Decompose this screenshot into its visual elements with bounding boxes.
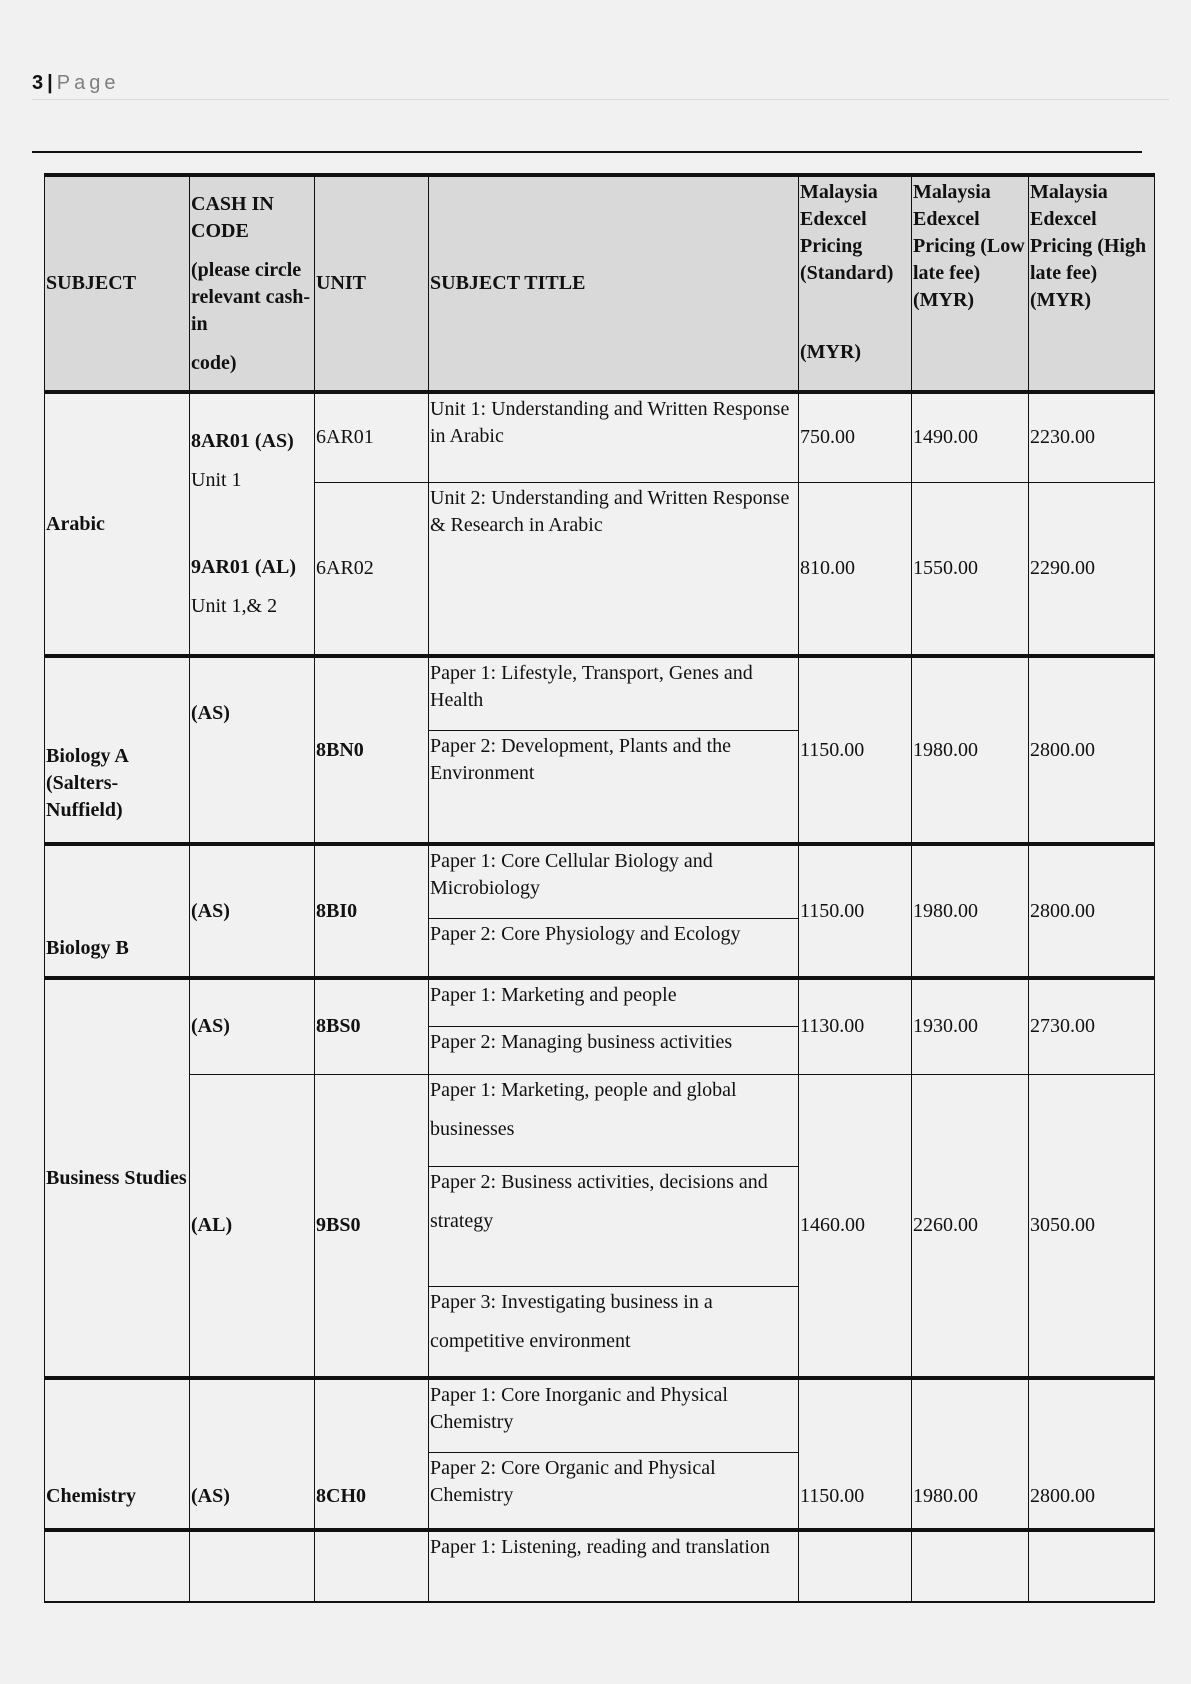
col-standard-line1: Malaysia Edexcel Pricing (Standard)	[800, 181, 894, 284]
col-cash-in-line2: (please circle relevant cash-in	[191, 258, 311, 335]
table-row	[45, 392, 1155, 482]
unit-cell: 9BS0	[315, 1074, 429, 1378]
title-cell: Paper 1: Core Cellular Biology and Microbiology	[429, 844, 799, 918]
cash-in-cell: (AL)	[190, 1074, 315, 1378]
price-low-late: 1490.00	[912, 392, 1029, 482]
title-cell: Paper 1: Listening, reading and translation	[429, 1530, 799, 1602]
price-high-late: 2730.00	[1029, 978, 1155, 1074]
cash-in-code: 9AR01 (AL)	[191, 556, 296, 578]
price-standard: 1150.00	[799, 844, 912, 978]
cash-in-cell	[190, 1530, 315, 1602]
header-row	[45, 175, 1155, 392]
price-high-late: 2230.00	[1029, 392, 1155, 482]
price-high-late: 2800.00	[1029, 844, 1155, 978]
title-cell: Paper 1: Core Inorganic and Physical Chemistry	[429, 1378, 799, 1452]
unit-cell: 8BN0	[315, 656, 429, 844]
unit-cell: 6AR02	[315, 482, 429, 656]
title-cell: Paper 2: Core Organic and Physical Chemistry	[429, 1452, 799, 1530]
page-number: 3	[32, 72, 44, 94]
price-standard: 1150.00	[799, 1378, 912, 1530]
price-low-late: 2260.00	[912, 1074, 1029, 1378]
cash-in-cell: (AS)	[190, 844, 315, 978]
table-row	[45, 1074, 1155, 1166]
col-cash-in-line1: CASH IN CODE	[191, 192, 274, 242]
cash-in-cell: (AS)	[190, 978, 315, 1074]
col-low-late: Malaysia Edexcel Pricing (Low late fee) (MYR)	[912, 175, 1029, 392]
cash-in-cell: (AS)	[190, 1378, 315, 1530]
price-standard: 1460.00	[799, 1074, 912, 1378]
title-cell: Paper 3: Investigating business in a competitive environment	[429, 1286, 799, 1378]
col-standard	[799, 175, 912, 392]
subject-cell: Biology A (Salters-Nuffield)	[45, 656, 190, 844]
subject-cell: Business Studies	[45, 978, 190, 1378]
title-cell: Paper 1: Marketing and people	[429, 978, 799, 1026]
price-low-late: 1980.00	[912, 1378, 1029, 1530]
price-low-late: 1980.00	[912, 844, 1029, 978]
horizontal-rule	[32, 151, 1142, 153]
col-cash-in-line3: code)	[191, 351, 237, 374]
title-cell: Paper 1: Marketing, people and global businesses	[429, 1074, 799, 1166]
page-word: Page	[56, 72, 120, 94]
title-cell: Paper 2: Core Physiology and Ecology	[429, 918, 799, 978]
col-subject-title: SUBJECT TITLE	[429, 175, 799, 392]
subject-cell: Chemistry	[45, 1378, 190, 1530]
col-cash-in-code	[190, 175, 315, 392]
cash-in-cell: (AS)	[190, 656, 315, 844]
price-high-late: 3050.00	[1029, 1074, 1155, 1378]
cash-in-note: Unit 1	[191, 469, 242, 491]
price-low-late: 1980.00	[912, 656, 1029, 844]
title-cell: Paper 2: Business activities, decisions and strategy	[429, 1166, 799, 1286]
subject-cell: Biology B	[45, 844, 190, 978]
price-low-late: 1930.00	[912, 978, 1029, 1074]
unit-cell	[315, 1530, 429, 1602]
price-high-late	[1029, 1530, 1155, 1602]
title-cell: Paper 2: Managing business activities	[429, 1026, 799, 1074]
unit-cell: 8BI0	[315, 844, 429, 978]
price-standard	[799, 1530, 912, 1602]
table-row	[45, 1530, 1155, 1602]
title-cell: Paper 1: Lifestyle, Transport, Genes and Health	[429, 656, 799, 730]
cash-in-code: 8AR01 (AS)	[191, 430, 294, 452]
unit-cell: 8BS0	[315, 978, 429, 1074]
page-header	[32, 72, 1169, 100]
col-high-late: Malaysia Edexcel Pricing (High late fee) (MYR)	[1029, 175, 1155, 392]
unit-cell: 6AR01	[315, 392, 429, 482]
subject-cell	[45, 1530, 190, 1602]
price-high-late: 2800.00	[1029, 656, 1155, 844]
price-standard: 1150.00	[799, 656, 912, 844]
price-high-late: 2290.00	[1029, 482, 1155, 656]
table-row	[45, 978, 1155, 1026]
pricing-table	[44, 173, 1155, 1603]
col-unit: UNIT	[315, 175, 429, 392]
col-subject: SUBJECT	[45, 175, 190, 392]
price-standard: 750.00	[799, 392, 912, 482]
price-standard: 810.00	[799, 482, 912, 656]
title-cell: Unit 1: Understanding and Written Response in Arabic	[429, 392, 799, 482]
subject-cell: Arabic	[45, 392, 190, 656]
table-row	[45, 656, 1155, 730]
price-standard: 1130.00	[799, 978, 912, 1074]
table-row	[45, 844, 1155, 918]
price-high-late: 2800.00	[1029, 1378, 1155, 1530]
price-low-late	[912, 1530, 1029, 1602]
unit-cell: 8CH0	[315, 1378, 429, 1530]
title-cell: Unit 2: Understanding and Written Response & Research in Arabic	[429, 482, 799, 656]
cash-in-cell	[190, 392, 315, 656]
title-cell: Paper 2: Development, Plants and the Environment	[429, 730, 799, 844]
price-low-late: 1550.00	[912, 482, 1029, 656]
table-row	[45, 1378, 1155, 1452]
cash-in-note: Unit 1,& 2	[191, 595, 278, 617]
col-standard-line2: (MYR)	[800, 341, 862, 363]
header-separator: |	[47, 72, 53, 94]
